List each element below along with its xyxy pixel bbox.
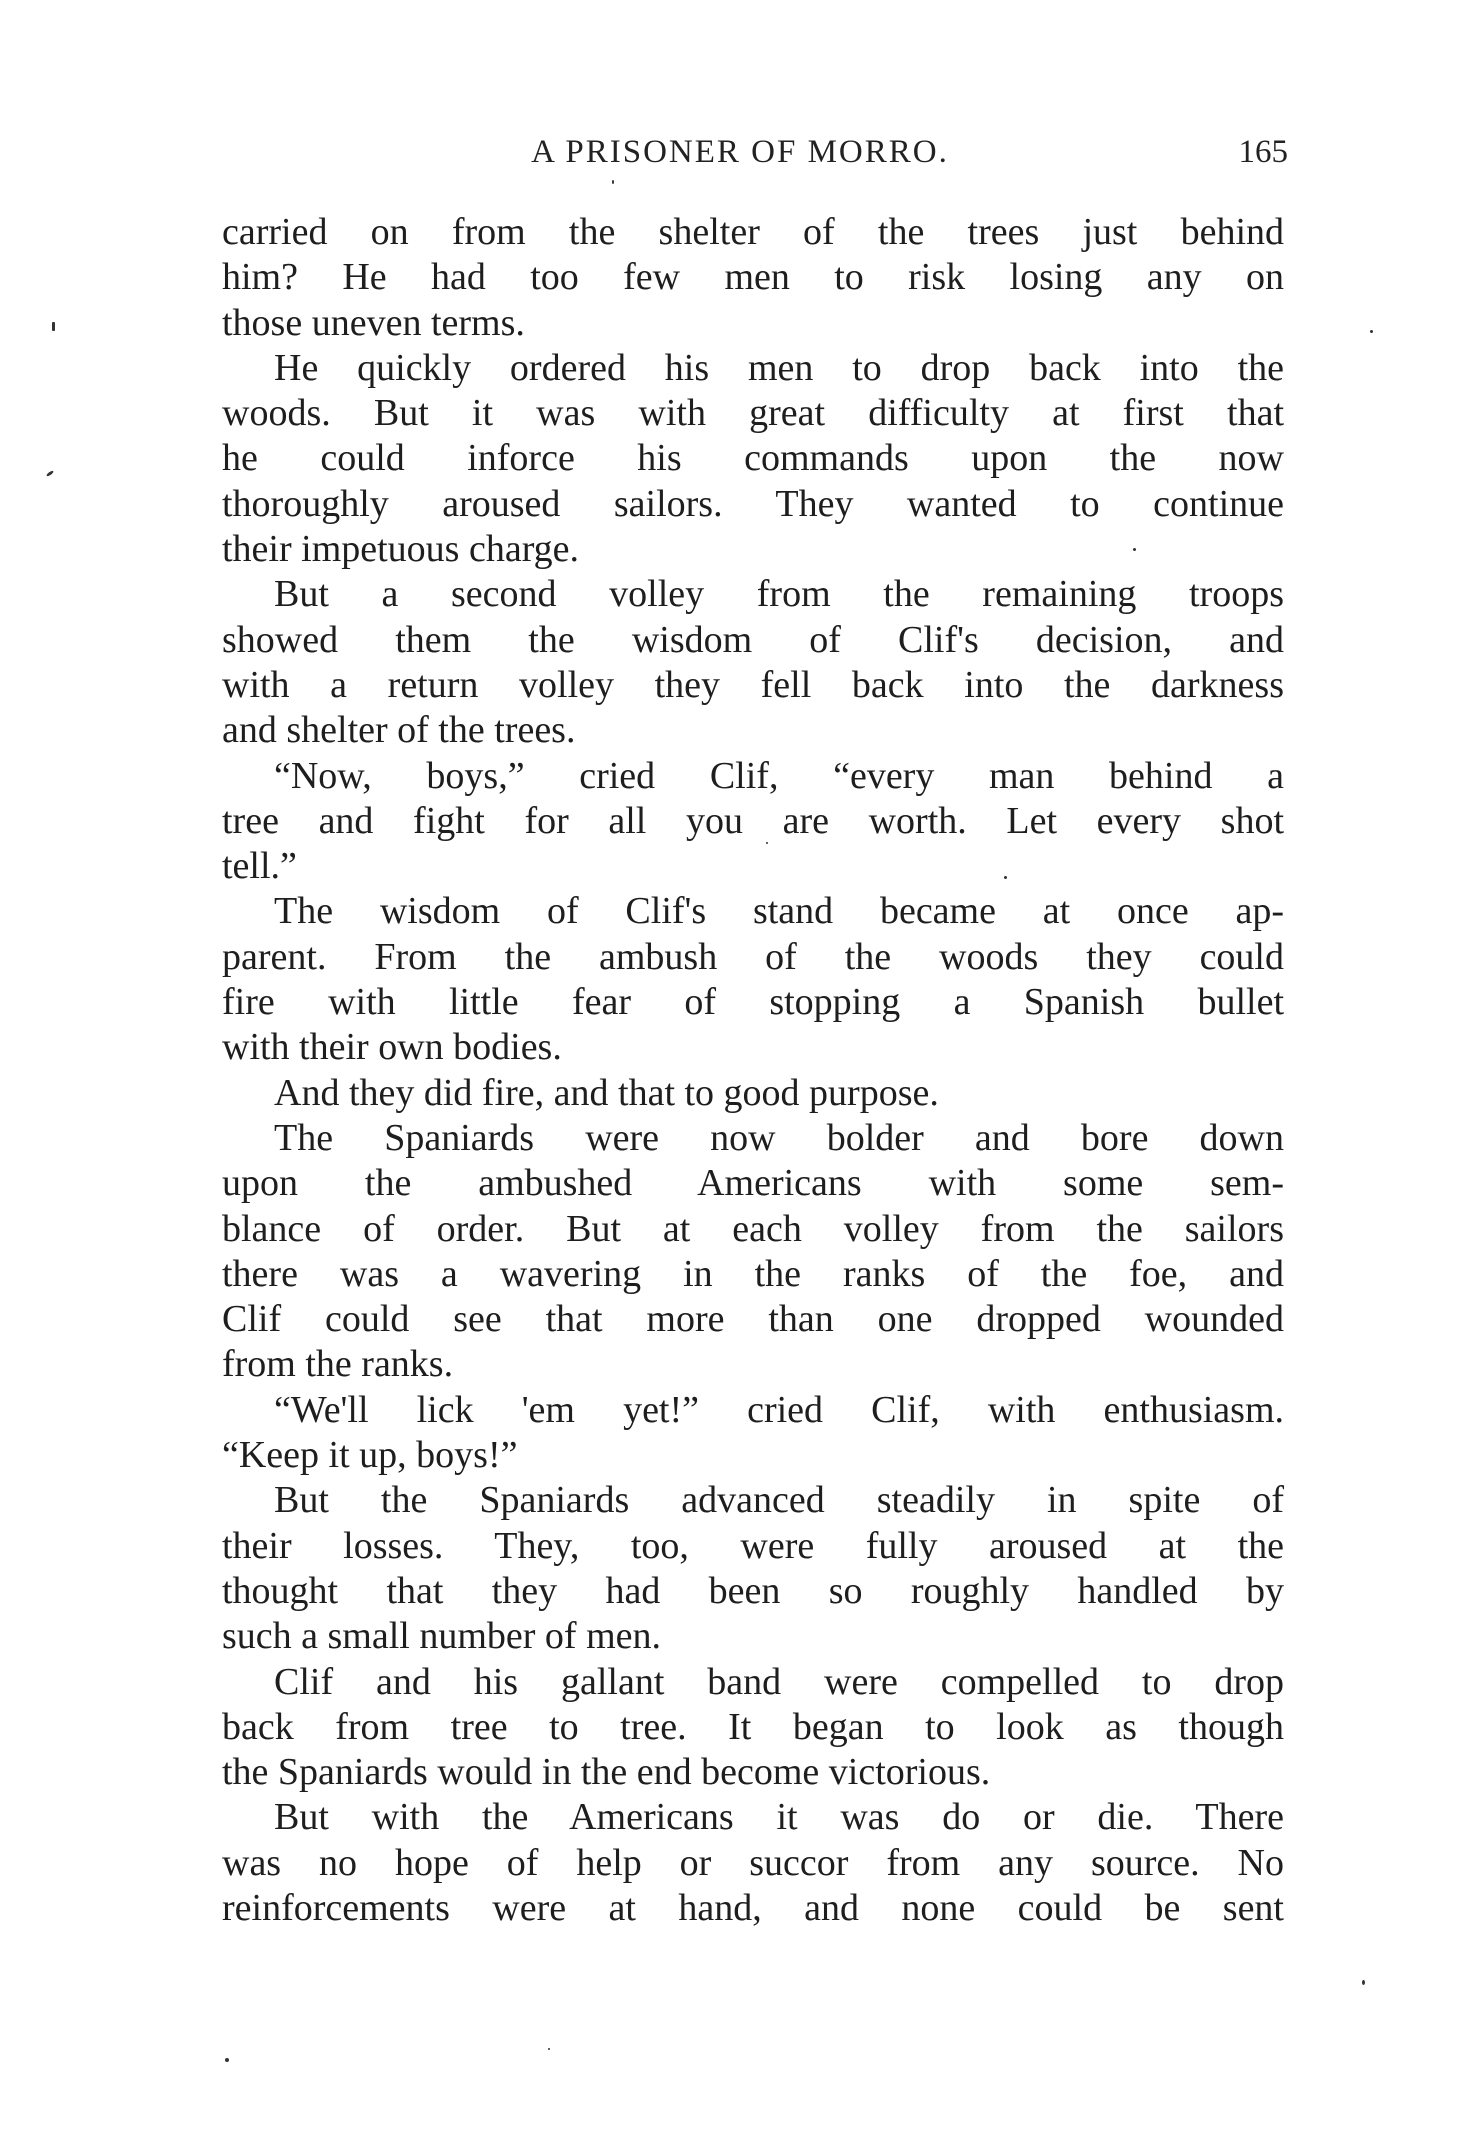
scan-speck — [1133, 548, 1136, 551]
text-line: him? He had too few men to risk losing any on — [222, 256, 1284, 299]
text-line: there was a wavering in the ranks of the foe, and — [222, 1252, 1284, 1295]
page-number: 165 — [1238, 134, 1288, 170]
scan-speck — [612, 180, 614, 184]
text-line: But the Spaniards advanced steadily in spite of — [274, 1479, 1284, 1522]
text-line: “Keep it up, boys!” — [222, 1434, 518, 1477]
text-line: from the ranks. — [222, 1343, 454, 1386]
text-line: But with the Americans it was do or die. There — [274, 1796, 1284, 1839]
text-line: the Spaniards would in the end become victorious. — [222, 1751, 991, 1794]
text-line: tell.” — [222, 845, 297, 888]
scan-speck — [1362, 1980, 1365, 1985]
text-line: He quickly ordered his men to drop back into the — [274, 346, 1284, 389]
text-line: fire with little fear of stopping a Spanish bullet — [222, 981, 1284, 1024]
paragraph — [222, 889, 1284, 1070]
text-line: carried on from the shelter of the trees just behind — [222, 211, 1284, 253]
running-title: A PRISONER OF MORRO. — [531, 134, 949, 170]
text-line: he could inforce his commands upon the now — [222, 437, 1284, 480]
text-line: But a second volley from the remaining troops — [274, 573, 1284, 616]
scan-speck — [225, 2058, 229, 2062]
paragraph — [222, 754, 1284, 890]
paragraph — [222, 1388, 1284, 1479]
text-line: was no hope of help or succor from any source. No — [222, 1841, 1284, 1884]
text-line: blance of order. But at each volley from the sailors — [222, 1207, 1284, 1250]
scan-speck — [1370, 330, 1373, 333]
text-line: back from tree to tree. It began to look as though — [222, 1705, 1284, 1748]
text-line: And they did fire, and that to good purpose. — [274, 1071, 939, 1114]
paragraph — [222, 346, 1284, 572]
text-line: “We'll lick 'em yet!” cried Clif, with enthusiasm. — [274, 1388, 1284, 1431]
text-line: woods. But it was with great difficulty at first that — [222, 392, 1284, 435]
text-line: thoroughly aroused sailors. They wanted to continue — [222, 482, 1284, 525]
scan-speck — [1004, 876, 1007, 879]
scan-speck — [52, 322, 55, 331]
text-line: upon the ambushed Americans with some sem- — [222, 1162, 1284, 1205]
paragraph — [222, 1660, 1284, 1796]
text-line: The Spaniards were now bolder and bore down — [274, 1116, 1284, 1159]
text-line: reinforcements were at hand, and none could be sent — [222, 1886, 1284, 1929]
paragraph — [222, 210, 1284, 346]
text-line: “Now, boys,” cried Clif, “every man behind a — [274, 754, 1284, 797]
text-line: The wisdom of Clif's stand became at once ap- — [274, 890, 1284, 933]
text-line: Clif and his gallant band were compelled to drop — [274, 1660, 1284, 1703]
text-line: with their own bodies. — [222, 1026, 562, 1069]
text-line: their losses. They, too, were fully aroused at the — [222, 1524, 1284, 1567]
scan-speck — [46, 470, 54, 477]
scan-speck — [548, 2048, 550, 2050]
text-line: such a small number of men. — [222, 1615, 662, 1658]
text-line: tree and fight for all you are worth. Let every shot — [222, 799, 1284, 842]
text-line: Clif could see that more than one dropped wounded — [222, 1298, 1284, 1341]
text-line: with a return volley they fell back into the darkness — [222, 663, 1284, 706]
text-line: their impetuous charge. — [222, 528, 580, 571]
paragraph — [222, 1478, 1284, 1659]
scan-speck — [766, 842, 768, 844]
text-line: showed them the wisdom of Clif's decision, and — [222, 618, 1284, 661]
paragraph — [222, 572, 1284, 753]
text-line: and shelter of the trees. — [222, 709, 576, 752]
body-text — [222, 210, 1284, 1931]
paragraph — [222, 1071, 1284, 1116]
text-line: parent. From the ambush of the woods they could — [222, 935, 1284, 978]
text-line: those uneven terms. — [222, 301, 525, 344]
text-line: thought that they had been so roughly handled by — [222, 1569, 1284, 1612]
paragraph — [222, 1116, 1284, 1388]
paragraph — [222, 1795, 1284, 1931]
